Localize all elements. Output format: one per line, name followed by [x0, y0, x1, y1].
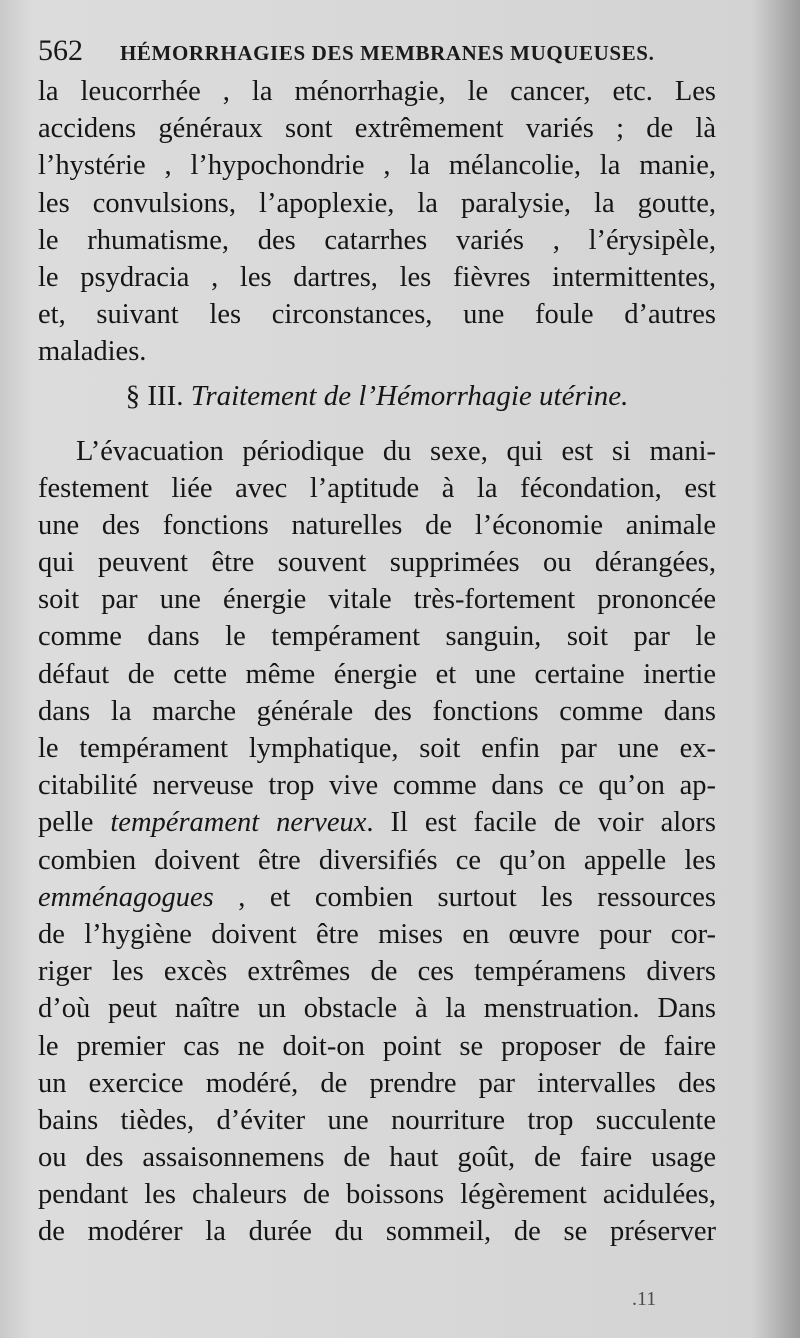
italic-term: emménagogues — [38, 881, 214, 913]
text-line: et, suivant les circonstances, une foule d’autres — [38, 299, 716, 331]
text-line: le rhumatisme, des catarrhes variés , l’érysipèle, — [38, 224, 716, 256]
text-line: le premier cas ne doit-on point se proposer de faire — [38, 1030, 716, 1062]
text-line: festement liée avec l’aptitude à la fécondation, est — [38, 472, 716, 504]
text-line: la leucorrhée , la ménorrhagie, le cancer, etc. Les — [38, 76, 716, 107]
text-line: citabilité nerveuse trop vive comme dans ce qu’on ap- — [38, 770, 716, 802]
text-line: pendant les chaleurs de boissons légèrement acidulées, — [38, 1179, 716, 1211]
paragraph-main — [38, 433, 716, 1251]
text-line: un exercice modéré, de prendre par intervalles des — [38, 1067, 716, 1099]
text-line: comme dans le tempérament sanguin, soit par le — [38, 621, 716, 653]
text-line: défaut de cette même énergie et une certaine inertie — [38, 658, 716, 690]
text-segment: pelle — [38, 807, 111, 839]
text-line: le psydracia , les dartres, les fièvres intermittentes, — [38, 261, 716, 293]
running-head: HÉMORRHAGIES DES MEMBRANES MUQUEUSES. — [120, 41, 655, 65]
text-line: dans la marche générale des fonctions comme dans — [38, 695, 716, 727]
text-line: maladies. — [38, 336, 147, 368]
text-line: accidens généraux sont extrêmement variés ; de là — [38, 113, 716, 145]
text-line — [38, 804, 716, 841]
section-heading — [38, 375, 716, 417]
text-line: d’où peut naître un obstacle à la menstruation. Dans — [38, 993, 716, 1025]
page-header — [38, 34, 758, 68]
text-line: bains tièdes, d’éviter une nourriture trop succulente — [38, 1104, 716, 1136]
text-line — [38, 879, 716, 916]
text-line: une des fonctions naturelles de l’économie animale — [38, 509, 716, 541]
text-line: le tempérament lymphatique, soit enfin par une ex- — [38, 733, 716, 764]
text-line: soit par une énergie vitale très-fortement prononcée — [38, 584, 716, 616]
paragraph-continuation — [38, 73, 716, 371]
text-line: riger les excès extrêmes de ces tempéramens divers — [38, 956, 716, 988]
text-line: combien doivent être diversifiés ce qu’on appelle les — [38, 844, 716, 876]
text-line: L’évacuation périodique du sexe, qui est si mani- — [76, 435, 716, 467]
text-line: l’hystérie , l’hypochondrie , la mélancolie, la manie, — [38, 150, 716, 182]
page-number: 562 — [38, 34, 83, 67]
section-number: § III. — [125, 379, 184, 412]
italic-term: tempérament nerveux — [110, 807, 367, 839]
page-body — [38, 73, 716, 1251]
text-line: qui peuvent être souvent supprimées ou dérangées, — [38, 547, 716, 579]
text-line: de modérer la durée du sommeil, de se préserver — [38, 1216, 716, 1248]
text-segment: . Il est facile de voir alors — [366, 807, 717, 839]
section-title: Traitement de l’Hémorrhagie utérine. — [190, 379, 629, 412]
signature-mark: .11 — [632, 1288, 657, 1310]
text-line: de l’hygiène doivent être mises en œuvre pour cor- — [38, 918, 716, 950]
text-line: ou des assaisonnemens de haut goût, de faire usage — [38, 1142, 716, 1174]
text-segment: , et combien surtout les ressources — [213, 881, 716, 913]
text-line: les convulsions, l’apoplexie, la paralysie, la goutte, — [38, 187, 716, 219]
